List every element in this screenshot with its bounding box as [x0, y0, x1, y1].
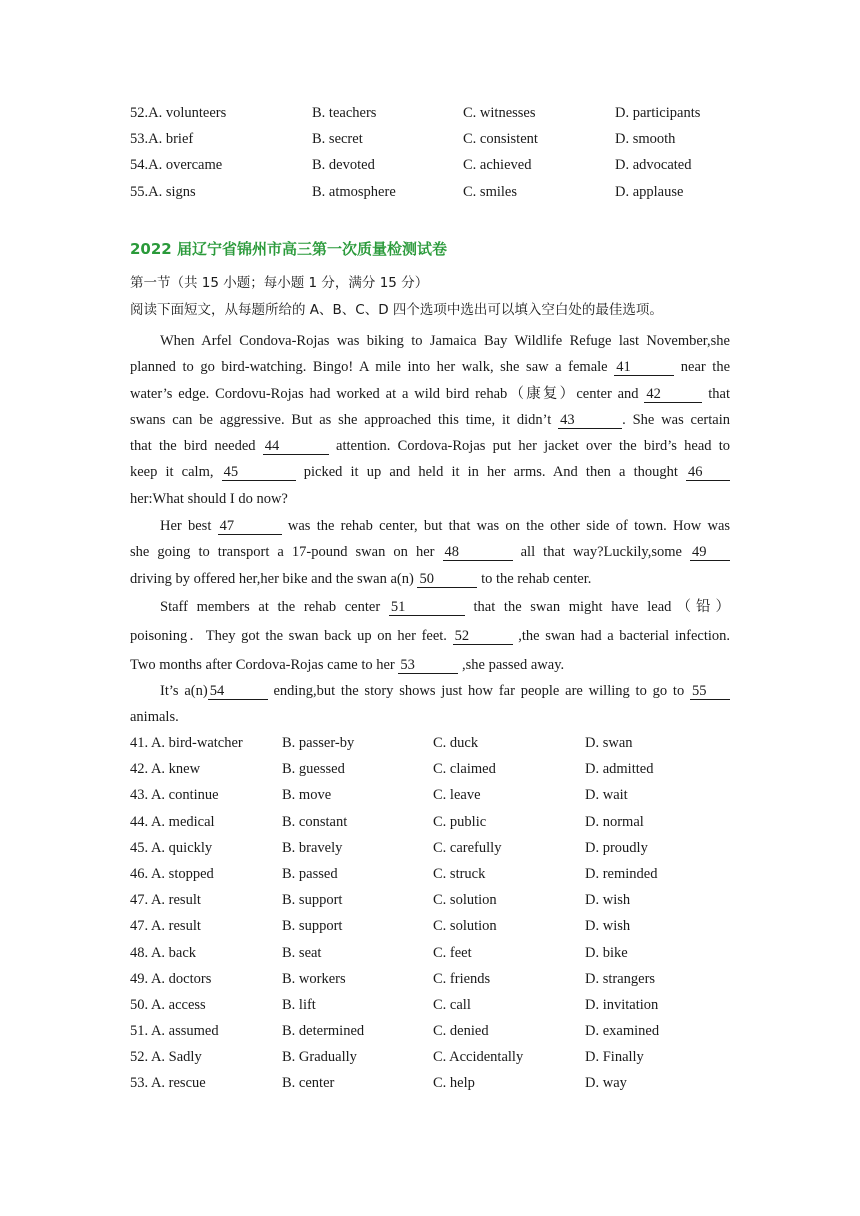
- option-c: C. carefully: [433, 839, 502, 856]
- passage-paragraph-2: [130, 513, 730, 592]
- passage-paragraph-4: [130, 678, 730, 731]
- passage-text: to the rehab center.: [481, 570, 592, 587]
- passage-text: ,the swan had a bacterial infection.: [518, 628, 730, 644]
- option-c: C. achieved: [463, 157, 532, 174]
- blank-49: 49: [690, 544, 730, 561]
- option-a: 44. A. medical: [130, 813, 215, 830]
- option-a: 42. A. knew: [130, 761, 201, 778]
- option-b: B. passer-by: [282, 735, 355, 751]
- option-c: C. Accidentally: [433, 1049, 524, 1066]
- passage-text: keep it calm,: [130, 464, 214, 481]
- option-b: B. seat: [282, 944, 322, 961]
- passage-line: [130, 678, 730, 704]
- option-row: [130, 152, 750, 178]
- option-c: C. leave: [433, 787, 481, 804]
- option-a: 48. A. back: [130, 944, 197, 961]
- option-b: B. guessed: [282, 761, 345, 778]
- passage-line: [130, 566, 730, 592]
- blank-51: 51: [389, 599, 465, 616]
- instruction-text: 阅读下面短文，从每题所给的 A、B、C、D 四个选项中选出可以填入空白处的最佳选项。: [130, 302, 663, 318]
- passage-line: [130, 459, 730, 485]
- blank-41: 41: [614, 359, 674, 376]
- option-row: [130, 1018, 750, 1044]
- top-options: [130, 100, 750, 205]
- option-c: C. solution: [433, 892, 497, 909]
- option-row: [130, 809, 750, 835]
- blank-50: 50: [417, 571, 477, 588]
- passage-text: water’s edge. Cordovu-Rojas had worked at a wild bird rehab（康复）center and: [130, 385, 639, 402]
- passage-line: [130, 433, 730, 459]
- option-d: D. swan: [585, 735, 633, 751]
- option-a: 51. A. assumed: [130, 1023, 219, 1040]
- passage-text: she going to transport a 17-pound swan on her: [130, 544, 435, 561]
- option-a: 54.A. overcame: [130, 157, 223, 174]
- blank-47: 47: [218, 518, 282, 535]
- option-b: B. center: [282, 1075, 335, 1092]
- option-a: 41. A. bird-watcher: [130, 735, 243, 751]
- option-c: C. duck: [433, 735, 479, 751]
- option-b: B. constant: [282, 813, 348, 830]
- option-d: D. wish: [585, 918, 631, 935]
- option-a: 43. A. continue: [130, 787, 219, 804]
- option-a: 53. A. rescue: [130, 1075, 206, 1092]
- option-c: C. claimed: [433, 761, 496, 778]
- passage-line: [130, 593, 730, 622]
- option-row: [130, 861, 750, 887]
- passage-line: [130, 381, 730, 407]
- passage-line: [130, 407, 730, 433]
- answer-options: [130, 730, 750, 1097]
- option-b: B. support: [282, 918, 343, 935]
- passage-paragraph-1: [130, 328, 730, 512]
- section-header: 第一节（共 15 小题；每小题 1 分，满分 15 分）: [130, 275, 429, 291]
- passage-text: that: [708, 385, 730, 402]
- option-d: D. wish: [585, 892, 631, 909]
- option-c: C. help: [433, 1075, 475, 1092]
- passage-line: [130, 651, 730, 680]
- option-d: D. advocated: [615, 157, 692, 174]
- option-d: D. smooth: [615, 131, 676, 148]
- option-d: D. invitation: [585, 996, 659, 1013]
- blank-44: 44: [263, 438, 329, 455]
- passage-text: swans can be aggressive. But as she approached this time, it didn’t: [130, 411, 552, 428]
- option-b: B. Gradually: [282, 1049, 357, 1066]
- option-row: [130, 730, 750, 756]
- option-d: D. applause: [615, 183, 684, 200]
- passage-text: ,she passed away.: [462, 657, 565, 673]
- option-b: B. passed: [282, 865, 338, 882]
- passage-text: was the rehab center, but that was on the other side of town. How was: [287, 518, 731, 534]
- passage-text: all that way?Luckily,some: [520, 544, 682, 561]
- exam-title: 2022 届辽宁省锦州市高三第一次质量检测试卷: [130, 240, 447, 258]
- passage-line: [130, 539, 730, 565]
- passage-text: attention. Cordova-Rojas put her jacket over the bird’s head to: [336, 438, 731, 455]
- passage-text: planned to go bird-watching. Bingo! A mile into her walk, she saw a female: [130, 359, 608, 376]
- option-d: D. strangers: [585, 970, 656, 987]
- passage-text: driving by offered her,her bike and the swan a(n): [130, 570, 414, 587]
- option-c: C. struck: [433, 865, 486, 882]
- option-row: [130, 835, 750, 861]
- option-a: 46. A. stopped: [130, 865, 214, 882]
- option-row: [130, 913, 750, 939]
- option-a: 49. A. doctors: [130, 970, 212, 987]
- option-a: 53.A. brief: [130, 131, 194, 148]
- option-a: 52. A. Sadly: [130, 1049, 202, 1066]
- option-d: D. Finally: [585, 1049, 644, 1066]
- option-c: C. public: [433, 813, 487, 830]
- blank-42: 42: [644, 386, 702, 403]
- passage-line: [130, 513, 730, 539]
- option-c: C. call: [433, 996, 471, 1013]
- passage-text: that the bird needed: [130, 438, 256, 455]
- option-row: [130, 940, 750, 966]
- passage-text: Two months after Cordova-Rojas came to her: [130, 657, 395, 673]
- option-row: [130, 966, 750, 992]
- passage-line: animals.: [130, 709, 179, 726]
- passage-paragraph-3: [130, 593, 730, 680]
- option-c: C. consistent: [463, 131, 538, 148]
- option-c: C. witnesses: [463, 105, 536, 121]
- blank-48: 48: [443, 544, 513, 561]
- blank-43: 43: [558, 412, 622, 429]
- option-d: D. normal: [585, 813, 644, 830]
- option-d: D. admitted: [585, 761, 654, 778]
- option-b: B. support: [282, 892, 343, 909]
- option-b: B. workers: [282, 970, 346, 987]
- passage-text: near the: [680, 359, 731, 376]
- option-row: [130, 179, 750, 205]
- passage-text: ending,but the story shows just how far people are willing to go to: [273, 683, 685, 699]
- option-a: 47. A. result: [130, 918, 201, 935]
- option-d: D. wait: [585, 787, 628, 804]
- option-c: C. solution: [433, 918, 497, 935]
- passage-text: picked it up and held it in her arms. And then a thought: [303, 464, 678, 481]
- option-b: B. move: [282, 787, 332, 804]
- option-a: 47. A. result: [130, 892, 201, 909]
- option-c: C. friends: [433, 970, 491, 987]
- passage-text: . She was certain: [622, 411, 730, 428]
- option-row: [130, 100, 750, 126]
- option-c: C. feet: [433, 944, 472, 961]
- blank-52: 52: [453, 628, 513, 645]
- option-c: C. smiles: [463, 183, 517, 200]
- passage-line: [130, 622, 730, 651]
- option-d: D. bike: [585, 944, 628, 961]
- option-b: B. teachers: [312, 105, 377, 121]
- passage-text: that the swan might have lead（铅）: [473, 599, 731, 615]
- option-b: B. atmosphere: [312, 183, 396, 200]
- option-b: B. secret: [312, 131, 363, 148]
- option-a: 55.A. signs: [130, 183, 196, 200]
- option-row: [130, 887, 750, 913]
- option-b: B. devoted: [312, 157, 375, 174]
- passage-text: Her best: [160, 518, 212, 534]
- option-d: D. examined: [585, 1023, 660, 1040]
- option-d: D. proudly: [585, 839, 648, 856]
- blank-46: 46: [686, 464, 730, 481]
- option-d: D. participants: [615, 105, 701, 121]
- option-row: [130, 126, 750, 152]
- option-a: 50. A. access: [130, 996, 206, 1013]
- passage-line: [130, 354, 730, 380]
- option-row: [130, 1070, 750, 1096]
- option-d: D. way: [585, 1075, 627, 1092]
- passage-text: Staff members at the rehab center: [160, 599, 381, 615]
- option-c: C. denied: [433, 1023, 489, 1040]
- option-b: B. lift: [282, 996, 316, 1013]
- blank-45: 45: [222, 464, 296, 481]
- passage-line: When Arfel Condova-Rojas was biking to Jamaica Bay Wildlife Refuge last November,she: [160, 333, 730, 349]
- option-row: [130, 782, 750, 808]
- option-row: [130, 756, 750, 782]
- passage-text: poisoning．They got the swan back up on her feet.: [130, 628, 447, 644]
- option-d: D. reminded: [585, 865, 658, 882]
- option-row: [130, 1044, 750, 1070]
- option-row: [130, 992, 750, 1018]
- blank-53: 53: [398, 657, 458, 674]
- blank-54: 54: [208, 683, 268, 700]
- option-a: 52.A. volunteers: [130, 105, 227, 121]
- passage-line: her:What should I do now?: [130, 490, 288, 507]
- option-b: B. bravely: [282, 839, 343, 856]
- option-a: 45. A. quickly: [130, 839, 213, 856]
- blank-55: 55: [690, 683, 730, 700]
- option-b: B. determined: [282, 1023, 365, 1040]
- passage-text: It’s a(n): [160, 683, 208, 699]
